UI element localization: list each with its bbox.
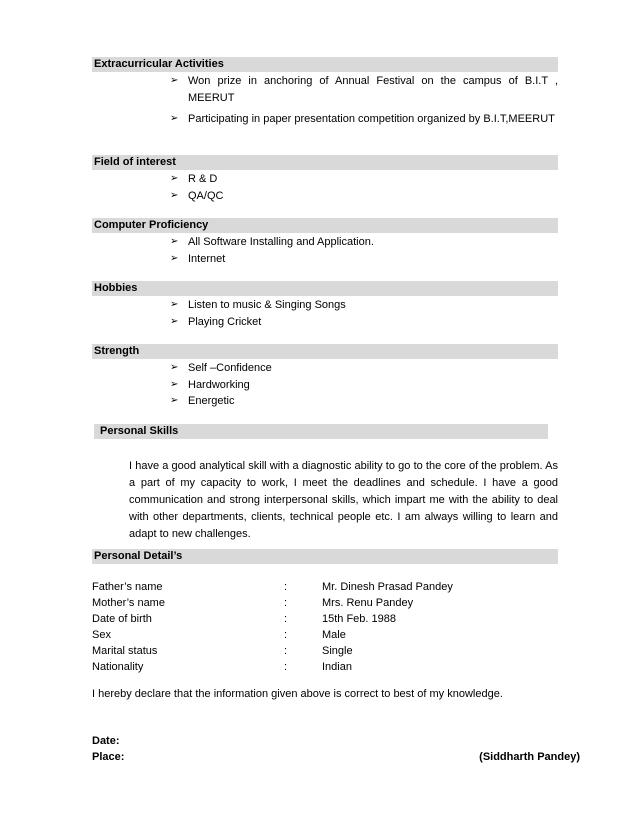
detail-row-sex (92, 627, 558, 643)
section-header-extracurricular: Extracurricular Activities (92, 57, 558, 72)
detail-value: Indian (322, 661, 352, 673)
arrow-bullet-icon: ➢ (170, 315, 179, 327)
list-item: ➢ Listen to music & Singing Songs (170, 297, 558, 314)
detail-row-mother (92, 595, 558, 611)
list-item: ➢ Self –Confidence (170, 360, 558, 377)
detail-value: 15th Feb. 1988 (322, 613, 397, 625)
detail-separator: : (284, 597, 288, 609)
detail-row-nationality (92, 659, 558, 675)
detail-separator: : (284, 581, 288, 593)
section-header-personal-skills: Personal Skills (94, 424, 548, 439)
list-item: ➢ QA/QC (170, 188, 558, 205)
arrow-bullet-icon: ➢ (170, 395, 179, 406)
list-item: ➢ Energetic (170, 393, 558, 410)
detail-value: Single (322, 645, 353, 657)
detail-row-father (92, 579, 558, 595)
detail-label: Date of birth (92, 613, 152, 625)
arrow-bullet-icon: ➢ (170, 75, 179, 86)
place-label: Place: (92, 751, 125, 763)
list-item: ➢ Won prize in anchoring of Annual Festival on the campus of B.I.T , MEERUT (170, 75, 558, 104)
list-item: ➢ Internet (170, 251, 558, 268)
list-item: ➢ R & D (170, 171, 558, 188)
arrow-bullet-icon: ➢ (170, 113, 179, 124)
list-item: ➢ All Software Installing and Application. (170, 234, 558, 251)
list-item: ➢ Participating in paper presentation competition organized by B.I.T,MEERUT (170, 111, 558, 128)
detail-value: Male (322, 629, 346, 641)
detail-label: Sex (92, 629, 111, 641)
detail-value: Mr. Dinesh Prasad Pandey (322, 581, 453, 593)
strength-list (170, 360, 558, 410)
interest-list (170, 171, 558, 204)
detail-label: Marital status (92, 645, 158, 657)
detail-label: Mother’s name (92, 597, 165, 609)
section-header-hobbies: Hobbies (92, 281, 558, 296)
list-item: ➢ Playing Cricket (170, 314, 558, 331)
signature-name: (Siddharth Pandey) (479, 751, 580, 763)
personal-skills-paragraph: I have a good analytical skill with a diagnostic ability to go to the core of the problem. As a part of my capacity to work, I meet the deadlines and schedule. I have a good communication and strong interpersonal skills, which impart me with the ability to deal with other departments, clients, technical people etc. I am always willing to learn and adapt to new challenges. (129, 460, 558, 540)
arrow-bullet-icon: ➢ (170, 378, 179, 390)
date-label: Date: (92, 735, 120, 747)
hobbies-list (170, 297, 558, 330)
detail-separator: : (284, 613, 288, 625)
section-header-strength: Strength (92, 344, 558, 359)
section-header-interest: Field of interest (92, 155, 558, 170)
arrow-bullet-icon: ➢ (170, 299, 179, 310)
detail-row-marital (92, 643, 558, 659)
section-header-computer: Computer Proficiency (92, 218, 558, 233)
arrow-bullet-icon: ➢ (170, 173, 179, 184)
arrow-bullet-icon: ➢ (170, 362, 179, 373)
extracurricular-list (170, 73, 558, 128)
declaration-text: I hereby declare that the information given above is correct to best of my knowledge. (92, 688, 503, 700)
detail-value: Mrs. Renu Pandey (322, 597, 414, 609)
section-header-personal-detail: Personal Detail’s (92, 549, 558, 564)
arrow-bullet-icon: ➢ (170, 252, 179, 264)
detail-label: Nationality (92, 661, 144, 673)
detail-separator: : (284, 645, 288, 657)
arrow-bullet-icon: ➢ (170, 236, 179, 247)
detail-row-dob (92, 611, 558, 627)
detail-label: Father’s name (92, 581, 163, 593)
arrow-bullet-icon: ➢ (170, 189, 179, 201)
detail-separator: : (284, 661, 288, 673)
computer-list (170, 234, 558, 267)
detail-separator: : (284, 629, 288, 641)
list-item: ➢ Hardworking (170, 377, 558, 394)
